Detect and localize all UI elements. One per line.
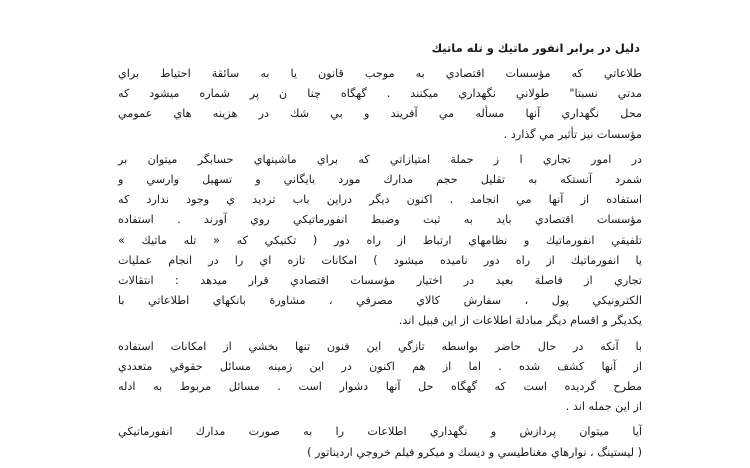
paragraph-3 (118, 337, 642, 418)
text-line: الكترونيكي پول ، سفارش كالاي مصرفي ، مشاورة بانكهاي اطلاعاتي با (118, 294, 642, 308)
text-line: مؤسسات نيز تأثير مي گذارد . (503, 127, 642, 141)
text-line: از آنها كشف شده . اما از هم اكنون در اين زمينه مسائل حقوقي متعددي (118, 359, 642, 373)
document-page (118, 36, 642, 468)
text-line: آيا ميتوان پردازش و نگهداري اطلاعات را به صورت مدارك انفورماتيكي (118, 425, 642, 439)
text-line: مدتي نسبتا" طولاني نگهداري ميكنند . گهگاه چنا ن پر شماره ميشود كه (118, 87, 642, 101)
paragraph-1 (118, 64, 642, 145)
text-line: مطرح گرديده است كه گهگاه حل آنها دشوار است . مسائل مربوط به ادله (118, 380, 642, 394)
text-line: محل نگهداري آنها مسأله مي آفريند و بي شك در هزينه هاي عمومي (118, 107, 642, 121)
text-line: يكديگر و اقسام ديگر مبادلة اطلاعات از اين قبيل اند. (398, 314, 642, 328)
paragraph-2 (118, 150, 642, 332)
text-line: ( ليستينگ ، نوارهاي مغناطيسي و ديسك و ميكرو فيلم خروجي اردیناتور ) (307, 445, 642, 459)
paragraph-4 (118, 422, 642, 462)
text-line: با آنكه در حال حاضر بواسطه تازگي اين فنون تنها بخشي از امكانات استفاده (118, 339, 642, 353)
document-title: دليل در برابر انفور ماتيك و تله ماتيك (431, 41, 640, 55)
text-line: شمرد آنستكه به تقليل حجم مدارك مورد بايگاني و تسهيل وارسي و (118, 173, 642, 187)
text-line: تلفيقي انفورماتيك و نظامهاي ارتباط از راه دور ( تكنيكي كه « تله ماتيك » (118, 233, 642, 247)
text-line: تجاري از فاصلة بعيد در اختيار مؤسسات اقتصادي قرار ميدهد : انتقالات (118, 274, 642, 288)
text-line: يا انفورماتيك از راه دور ناميده ميشود ) امكانات تازه اي را در انجام عمليات (118, 253, 642, 267)
text-line: استفاده از آنها مي انجامد . اكنون ديگر دراين باب ترديد ي وجود ندارد كه (118, 193, 642, 207)
text-line: از اين جمله اند . (565, 400, 642, 414)
text-line: مؤسسات اقتصادي بايد به ثبت وضبط انفورماتيكي روي آورند . استفاده (118, 213, 642, 227)
text-line: در امور تجاري ا ز جملة امتيازاتي كه براي ماشينهاي حسابگر ميتوان بر (118, 152, 642, 166)
text-line: طلاعاتي كه مؤسسات اقتصادي به موجب قانون يا به سائقة احتياط براي (118, 67, 642, 80)
